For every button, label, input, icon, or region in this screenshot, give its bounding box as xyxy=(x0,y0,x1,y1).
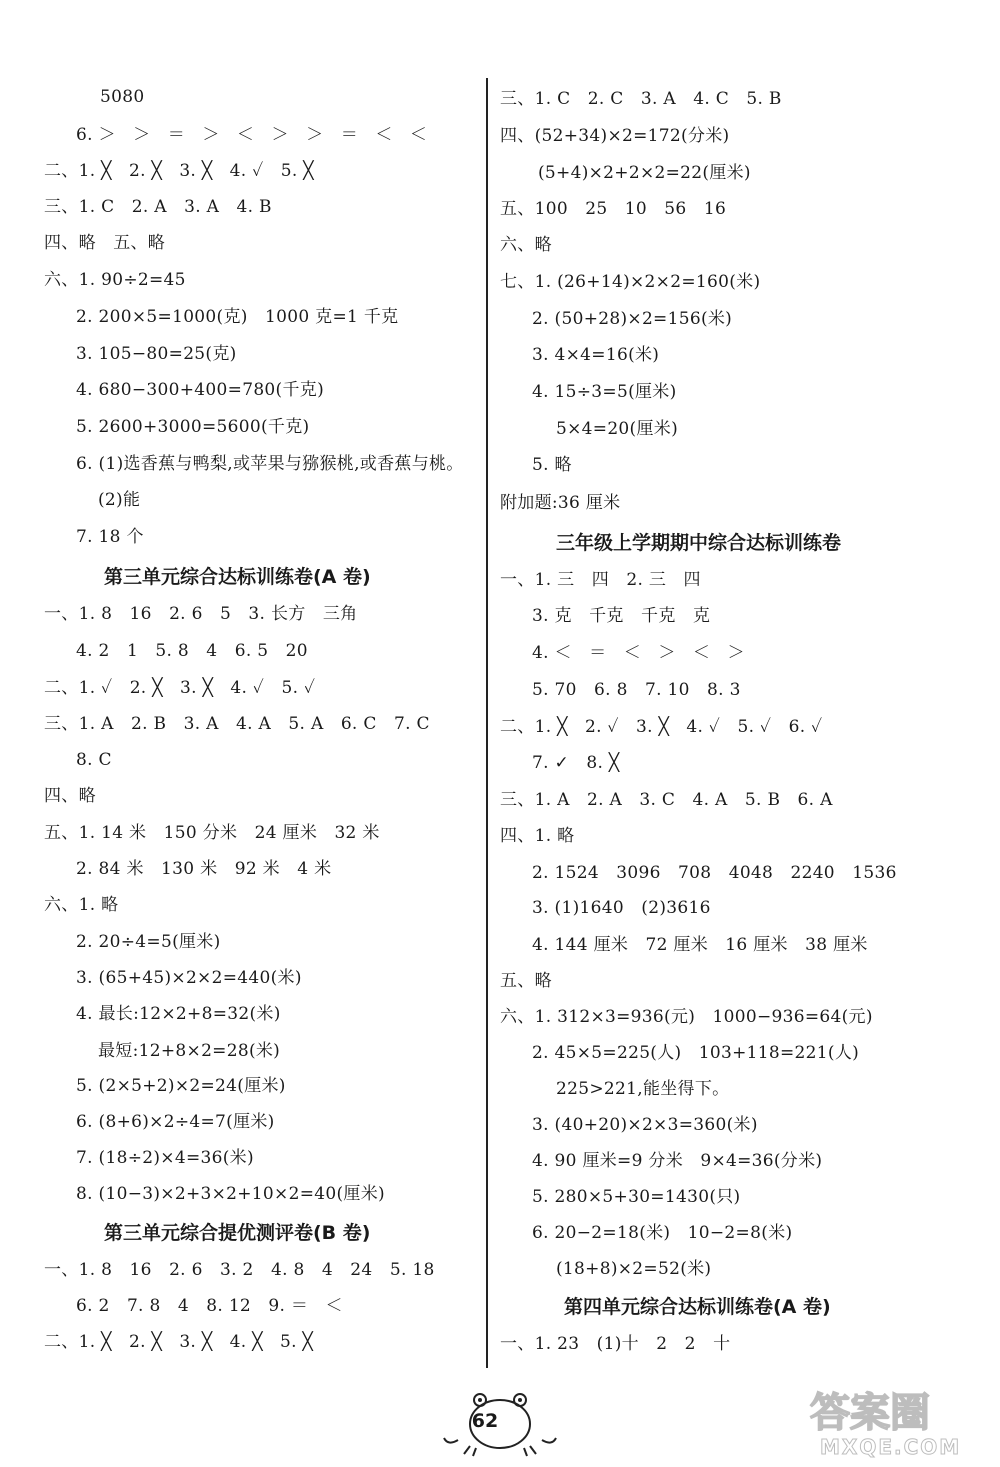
answer-line: 五、1. 14 米 150 分米 24 厘米 32 米 xyxy=(44,823,380,843)
answer-line: 4. 144 厘米 72 厘米 16 厘米 38 厘米 xyxy=(532,935,868,955)
answer-line: 4. 90 厘米=9 分米 9×4=36(分米) xyxy=(532,1151,823,1171)
answer-line: (18+8)×2=52(米) xyxy=(556,1259,712,1279)
answer-line: 8. (10−3)×2+3×2+10×2=40(厘米) xyxy=(76,1184,385,1204)
answer-line: 7. (18÷2)×4=36(米) xyxy=(76,1148,254,1168)
answer-line: 4. 最长:12×2+8=32(米) xyxy=(76,1004,281,1024)
answer-line: 四、略 xyxy=(44,786,96,806)
answer-line: 3. (1)1640 (2)3616 xyxy=(532,898,711,918)
answer-line: 225>221,能坐得下。 xyxy=(556,1079,730,1099)
answer-line: 8. C xyxy=(76,750,112,770)
answer-line: (5+4)×2+2×2=22(厘米) xyxy=(538,163,751,183)
answer-line: 5. 2600+3000=5600(千克) xyxy=(76,417,310,437)
answer-line: 四、1. 略 xyxy=(500,826,575,846)
section-heading: 第三单元综合提优测评卷(B 卷) xyxy=(104,1222,371,1244)
answer-line: 6. 20−2=18(米) 10−2=8(米) xyxy=(532,1223,793,1243)
answer-line: 六、1. 312×3=936(元) 1000−936=64(元) xyxy=(500,1007,873,1027)
answer-line: 二、1. ╳ 2. ╳ 3. ╳ 4. ╳ 5. ╳ xyxy=(44,1332,314,1352)
answer-line: 最短:12+8×2=28(米) xyxy=(98,1041,281,1061)
answer-line: 6. (8+6)×2÷4=7(厘米) xyxy=(76,1112,275,1132)
answer-line: 三、1. C 2. C 3. A 4. C 5. B xyxy=(500,89,782,109)
answer-line: 7. ✓ 8. ╳ xyxy=(532,753,620,773)
answer-line: 四、略 五、略 xyxy=(44,233,166,253)
answer-line: 一、1. 23 (1)十 2 2 十 xyxy=(500,1334,731,1354)
answer-line: 7. 18 个 xyxy=(76,527,144,547)
answer-line: 2. 20÷4=5(厘米) xyxy=(76,932,221,952)
answer-line: 2. (50+28)×2=156(米) xyxy=(532,309,733,329)
answer-line: 二、1. ✓ 2. ╳ 3. ╳ 4. ✓ 5. ✓ xyxy=(44,678,316,698)
answer-line: 3. 105−80=25(克) xyxy=(76,344,237,364)
column-divider xyxy=(486,78,488,1368)
answer-line: 五、100 25 10 56 16 xyxy=(500,199,727,219)
answer-line: 六、1. 90÷2=45 xyxy=(44,270,186,290)
answer-line: 4. 2 1 5. 8 4 6. 5 20 xyxy=(76,641,308,661)
answer-line: 5. 70 6. 8 7. 10 8. 3 xyxy=(532,680,741,700)
answer-line: (2)能 xyxy=(98,490,141,510)
answer-line: 三、1. A 2. B 3. A 4. A 5. A 6. C 7. C xyxy=(44,714,430,734)
answer-line: 4. ＜ ＝ ＜ ＞ ＜ ＞ xyxy=(532,643,745,663)
answer-line: 一、1. 三 四 2. 三 四 xyxy=(500,570,701,590)
answer-line: 4. 680−300+400=780(千克) xyxy=(76,380,325,400)
answer-line: 二、1. ╳ 2. ╳ 3. ╳ 4. ✓ 5. ╳ xyxy=(44,161,314,181)
section-heading: 第三单元综合达标训练卷(A 卷) xyxy=(104,566,371,588)
answer-line: 三、1. C 2. A 3. A 4. B xyxy=(44,197,272,217)
answer-line: 五、略 xyxy=(500,971,552,991)
answer-line: 5. 280×5+30=1430(只) xyxy=(532,1187,741,1207)
section-heading: 第四单元综合达标训练卷(A 卷) xyxy=(564,1296,831,1318)
answer-line: 二、1. ╳ 2. ✓ 3. ╳ 4. ✓ 5. ✓ 6. ✓ xyxy=(500,717,823,737)
answer-line: 3. 4×4=16(米) xyxy=(532,345,660,365)
answer-line: 6. (1)选香蕉与鸭梨,或苹果与猕猴桃,或香蕉与桃。 xyxy=(76,454,464,474)
answer-line: 5. 略 xyxy=(532,455,572,475)
answer-line: 六、略 xyxy=(500,235,552,255)
watermark-text: 答案圈 xyxy=(810,1390,930,1436)
answer-line: 附加题:36 厘米 xyxy=(500,493,621,513)
answer-line: 5×4=20(厘米) xyxy=(556,419,679,439)
answer-line: 2. 1524 3096 708 4048 2240 1536 xyxy=(532,863,897,883)
answer-line: 3. 克 千克 千克 克 xyxy=(532,606,711,626)
answer-line: 2. 84 米 130 米 92 米 4 米 xyxy=(76,859,332,879)
page-number: 62 xyxy=(471,1410,499,1432)
answer-line: 6. 2 7. 8 4 8. 12 9. ＝ ＜ xyxy=(76,1296,343,1316)
answer-line: 5. (2×5+2)×2=24(厘米) xyxy=(76,1076,286,1096)
answer-line: 5080 xyxy=(100,87,145,107)
answer-line: 3. (40+20)×2×3=360(米) xyxy=(532,1115,758,1135)
answer-line: 一、1. 8 16 2. 6 3. 2 4. 8 4 24 5. 18 xyxy=(44,1260,435,1280)
section-heading: 三年级上学期期中综合达标训练卷 xyxy=(556,532,842,554)
watermark-url: MXQE.COM xyxy=(820,1435,962,1459)
answer-line: 七、1. (26+14)×2×2=160(米) xyxy=(500,272,761,292)
answer-line: 4. 15÷3=5(厘米) xyxy=(532,382,677,402)
answer-line: 3. (65+45)×2×2=440(米) xyxy=(76,968,302,988)
answer-line: 2. 200×5=1000(克) 1000 克=1 千克 xyxy=(76,307,399,327)
answer-line: 四、(52+34)×2=172(分米) xyxy=(500,126,730,146)
answer-line: 6. ＞ ＞ ＝ ＞ ＜ ＞ ＞ ＝ ＜ ＜ xyxy=(76,125,428,145)
answer-line: 六、1. 略 xyxy=(44,895,119,915)
answer-line: 三、1. A 2. A 3. C 4. A 5. B 6. A xyxy=(500,790,833,810)
answer-line: 一、1. 8 16 2. 6 5 3. 长方 三角 xyxy=(44,604,358,624)
answer-line: 2. 45×5=225(人) 103+118=221(人) xyxy=(532,1043,860,1063)
watermark-logo xyxy=(800,1380,995,1460)
